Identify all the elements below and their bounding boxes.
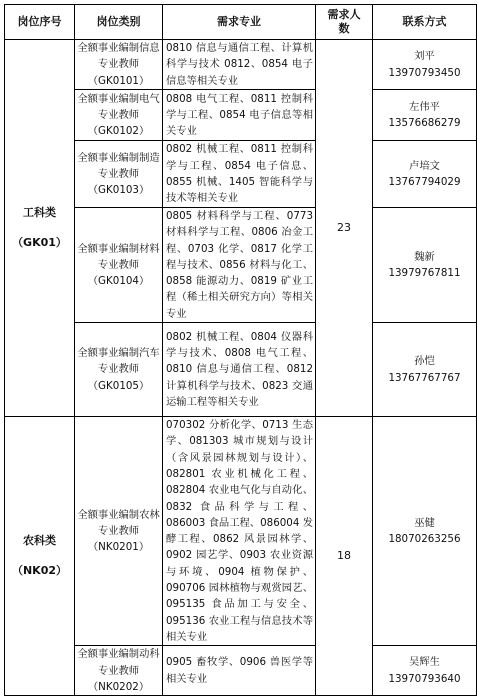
category-cell: [75, 90, 163, 141]
category-text: 全额事业编制材料专业教师: [77, 242, 160, 271]
contact-cell: [373, 323, 477, 417]
major-cell: 0802 机械工程、0804 仪器科学与技术、0808 电气工程、0810 信息与通信工程、0812 计算机科学与技术、0823 交通运输工程等相关专业: [163, 323, 316, 417]
category-text: 全额事业编制电气专业教师: [77, 92, 160, 121]
contact-cell: [373, 141, 477, 208]
count-cell-gk: 23: [316, 40, 373, 417]
category-text: 全额事业编制汽车专业教师: [77, 347, 160, 376]
contact-phone: 18070263256: [388, 533, 461, 546]
contact-name: 孙恺: [414, 355, 435, 368]
category-text: 全额事业编制信息专业教师: [77, 42, 160, 71]
category-code: （GK0102）: [87, 125, 150, 138]
recruitment-table: [4, 4, 477, 696]
group-name: 农科类: [23, 533, 56, 547]
table-row: [5, 90, 477, 141]
category-code: （GK0105）: [87, 379, 150, 392]
major-cell: 0802 机械工程、0811 控制科学与工程、0854 电子信息、0855 机械、1405 智能科学与技术等相关专业: [163, 141, 316, 208]
contact-phone: 13970793450: [388, 66, 461, 79]
category-code: （NK0201）: [87, 541, 150, 554]
contact-phone: 13576686279: [388, 117, 461, 129]
table-row: [5, 646, 477, 696]
major-cell: 070302 分析化学、0713 生态学、081303 城市规划与设计（含风景园林规划与设计）、082801 农业机械化工程、082804 农业电气化与自动化、0832 食品科学与工程、086003 食品工程、086004 发酵工程、0862 风景园林学、0902 园艺学、0903 农业资源与环境、0904 植物保护、090706 园林植物与观赏园艺、095135 食品加工与安全、095136 农业工程与信息技术等相关专业: [163, 417, 316, 646]
major-cell: 0905 畜牧学、0906 兽医学等相关专业: [163, 646, 316, 696]
contact-name: 魏新: [414, 250, 435, 263]
group-code: （NK02）: [11, 564, 68, 578]
major-cell: 0805 材料科学与工程、0773 材料科学与工程、0806 冶金工程、0703 化学、0817 化学工程与技术、0856 材料与化工、0858 能源动力、0819 矿业工程（稀土相关研究方向）等相关专业: [163, 208, 316, 323]
header-major: 需求专业: [163, 5, 316, 40]
group-cell-nk: [5, 417, 75, 696]
contact-cell: [373, 40, 477, 90]
category-cell: [75, 417, 163, 646]
contact-name: 巫健: [414, 516, 435, 529]
contact-phone: 13767767767: [388, 371, 461, 384]
contact-cell: [373, 90, 477, 141]
contact-cell: [373, 646, 477, 696]
table-row: [5, 323, 477, 417]
category-code: （NK0202）: [87, 680, 150, 693]
header-count: 需求人数: [316, 5, 373, 40]
header-category: 岗位类别: [75, 5, 163, 40]
category-cell: [75, 208, 163, 323]
category-text: 全额事业编制制造专业教师: [77, 151, 160, 180]
category-code: （GK0104）: [87, 275, 150, 288]
contact-phone: 13767794029: [388, 176, 461, 188]
contact-name: 吴辉生: [409, 656, 440, 669]
category-text: 全额事业编制农林专业教师: [77, 508, 160, 537]
contact-name: 卢培文: [409, 159, 440, 172]
count-cell-nk: 18: [316, 417, 373, 696]
contact-cell: [373, 417, 477, 646]
contact-phone: 13979767811: [388, 267, 461, 280]
major-cell: 0810 信息与通信工程、计算机科学与技术 0812、0854 电子信息等相关专业: [163, 40, 316, 90]
table-row: [5, 208, 477, 323]
category-cell: [75, 40, 163, 90]
group-cell-gk: [5, 40, 75, 417]
table-row: [5, 417, 477, 646]
category-cell: [75, 646, 163, 696]
category-code: （GK0101）: [87, 74, 150, 87]
header-seq: 岗位序号: [5, 5, 75, 40]
category-code: （GK0103）: [87, 184, 150, 197]
contact-phone: 13970793640: [388, 672, 461, 685]
group-code: （GK01）: [12, 236, 67, 250]
header-contact: 联系方式: [373, 5, 477, 40]
table-row: [5, 40, 477, 90]
contact-name: 左伟平: [409, 100, 440, 113]
contact-cell: [373, 208, 477, 323]
header-row: [5, 5, 477, 40]
category-text: 全额事业编制动科专业教师: [77, 648, 160, 677]
category-cell: [75, 141, 163, 208]
table-row: [5, 141, 477, 208]
category-cell: [75, 323, 163, 417]
major-cell: 0808 电气工程、0811 控制科学与工程、0854 电子信息等相关专业: [163, 90, 316, 141]
contact-name: 刘平: [414, 50, 435, 63]
group-name: 工科类: [23, 205, 56, 219]
